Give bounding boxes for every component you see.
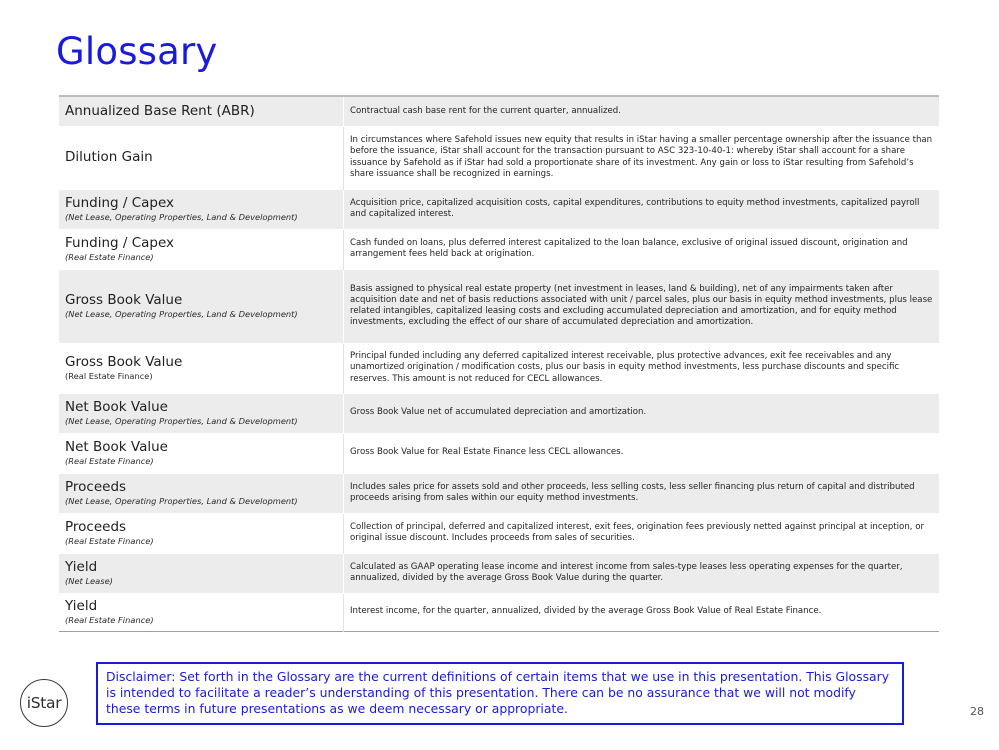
term-name: Funding / Capex	[65, 235, 175, 251]
istar-logo	[20, 679, 68, 727]
definition-cell: Gross Book Value net of accumulated depreciation and amortization.	[344, 393, 940, 433]
term-name: Yield	[65, 598, 98, 614]
term-segment: (Real Estate Finance)	[65, 456, 154, 466]
definition-cell: Basis assigned to physical real estate property (net investment in leases, land & building), net of any impairments taken after acquisition date and net of basis reductions associated with unit / parcel sales, plus our basis in equity method investments, plus lease related intangibles, capitalized leasing costs and excluding accumulated depreciation and amortization, and for equity method investments, excluding the effect of our share of accumulated depreciation and amortization.	[344, 269, 940, 343]
term-cell	[59, 513, 344, 553]
term-cell	[59, 393, 344, 433]
term-name: Funding / Capex	[65, 195, 175, 211]
page-number: 28	[970, 705, 984, 718]
term-cell	[59, 343, 344, 393]
definition-cell: Acquisition price, capitalized acquisition costs, capital expenditures, contributions to equity method investments, capitalized payroll and capitalized interest.	[344, 189, 940, 229]
definition-cell: Principal funded including any deferred capitalized interest receivable, plus protective advances, exit fee receivables and any unamortized origination / modification costs, plus our basis in equity method investments, less purchase discounts and specific reserves. This amount is not reduced for CECL allowances.	[350, 351, 900, 384]
term-name: Yield	[65, 559, 98, 575]
logo-text: iStar	[26, 694, 62, 712]
term-segment: (Real Estate Finance)	[65, 615, 154, 625]
term-cell	[59, 269, 344, 343]
term-name: Proceeds	[65, 479, 127, 495]
term-cell	[59, 553, 344, 593]
term-segment: (Net Lease, Operating Properties, Land & Development)	[65, 309, 298, 319]
term-name: Dilution Gain	[65, 149, 153, 165]
definition-cell: Calculated as GAAP operating lease income and interest income from sales-type leases less operating expenses for the quarter, annualized, divided by the average Gross Book Value during the quarter.	[344, 553, 940, 593]
term-cell	[59, 229, 344, 269]
glossary-row-funding-capex-nl	[59, 189, 939, 229]
page-title: Glossary	[56, 30, 218, 73]
term-name: Gross Book Value	[65, 292, 183, 308]
term-segment: (Net Lease, Operating Properties, Land & Development)	[65, 416, 298, 426]
term-name: Proceeds	[65, 519, 127, 535]
definition-cell: Includes sales price for assets sold and other proceeds, less selling costs, less seller financing plus return of capital and distributed proceeds arising from sales within our equity method investments.	[344, 473, 940, 513]
glossary-row-abr	[59, 96, 939, 126]
term-cell	[59, 473, 344, 513]
glossary-table	[59, 95, 939, 632]
definition-cell: Interest income, for the quarter, annualized, divided by the average Gross Book Value of Real Estate Finance.	[350, 606, 822, 617]
disclaimer-box: Disclaimer: Set forth in the Glossary are the current definitions of certain items that we use in this presentation. This Glossary is intended to facilitate a reader’s understanding of this presentation. There can be no assurance that we will not modify these terms in future presentations as we deem necessary or appropriate.	[96, 662, 904, 725]
glossary-row-net-book-value-ref	[59, 433, 939, 473]
definition-cell: Gross Book Value for Real Estate Finance less CECL allowances.	[350, 447, 624, 458]
term-segment: (Net Lease, Operating Properties, Land & Development)	[65, 496, 298, 506]
definition-cell: Collection of principal, deferred and capitalized interest, exit fees, origination fees previously netted against principal at inception, or original issue discount. Includes proceeds from sales of securities.	[350, 521, 925, 543]
definition-cell: Contractual cash base rent for the current quarter, annualized.	[344, 96, 940, 126]
term-segment: (Net Lease, Operating Properties, Land & Development)	[65, 212, 298, 222]
term-segment: (Real Estate Finance)	[65, 371, 153, 381]
term-cell	[59, 189, 344, 229]
definition-cell: In circumstances where Safehold issues new equity that results in iStar having a smaller percentage ownership after the issuance than before the issuance, iStar shall account for the transaction pursuant to ASC 323-10-40-1: whereby iStar shall account for a share issuance by Safehold as if iStar had sold a proportionate share of its investment. Any gain or loss to iStar resulting from Safehold’s share issuance shall be recognized in earnings.	[350, 135, 933, 179]
term-cell	[59, 126, 344, 189]
glossary-row-dilution-gain	[59, 126, 939, 189]
glossary-row-proceeds-nl	[59, 473, 939, 513]
term-segment: (Real Estate Finance)	[65, 252, 154, 262]
glossary-row-yield-nl	[59, 553, 939, 593]
term-cell	[59, 593, 344, 631]
term-cell	[59, 96, 344, 126]
term-segment: (Real Estate Finance)	[65, 536, 154, 546]
term-name: Net Book Value	[65, 439, 168, 455]
term-segment: (Net Lease)	[65, 576, 113, 586]
glossary-row-funding-capex-ref	[59, 229, 939, 269]
term-cell	[59, 433, 344, 473]
term-name: Gross Book Value	[65, 354, 183, 370]
glossary-row-yield-ref	[59, 593, 939, 631]
glossary-row-gross-book-value-ref	[59, 343, 939, 393]
glossary-row-net-book-value-nl	[59, 393, 939, 433]
term-name: Net Book Value	[65, 399, 168, 415]
glossary-row-proceeds-ref	[59, 513, 939, 553]
glossary-row-gross-book-value-nl	[59, 269, 939, 343]
definition-cell: Cash funded on loans, plus deferred interest capitalized to the loan balance, exclusive of original issued discount, origination and arrangement fees held back at origination.	[350, 237, 908, 259]
term-name: Annualized Base Rent (ABR)	[65, 102, 255, 119]
